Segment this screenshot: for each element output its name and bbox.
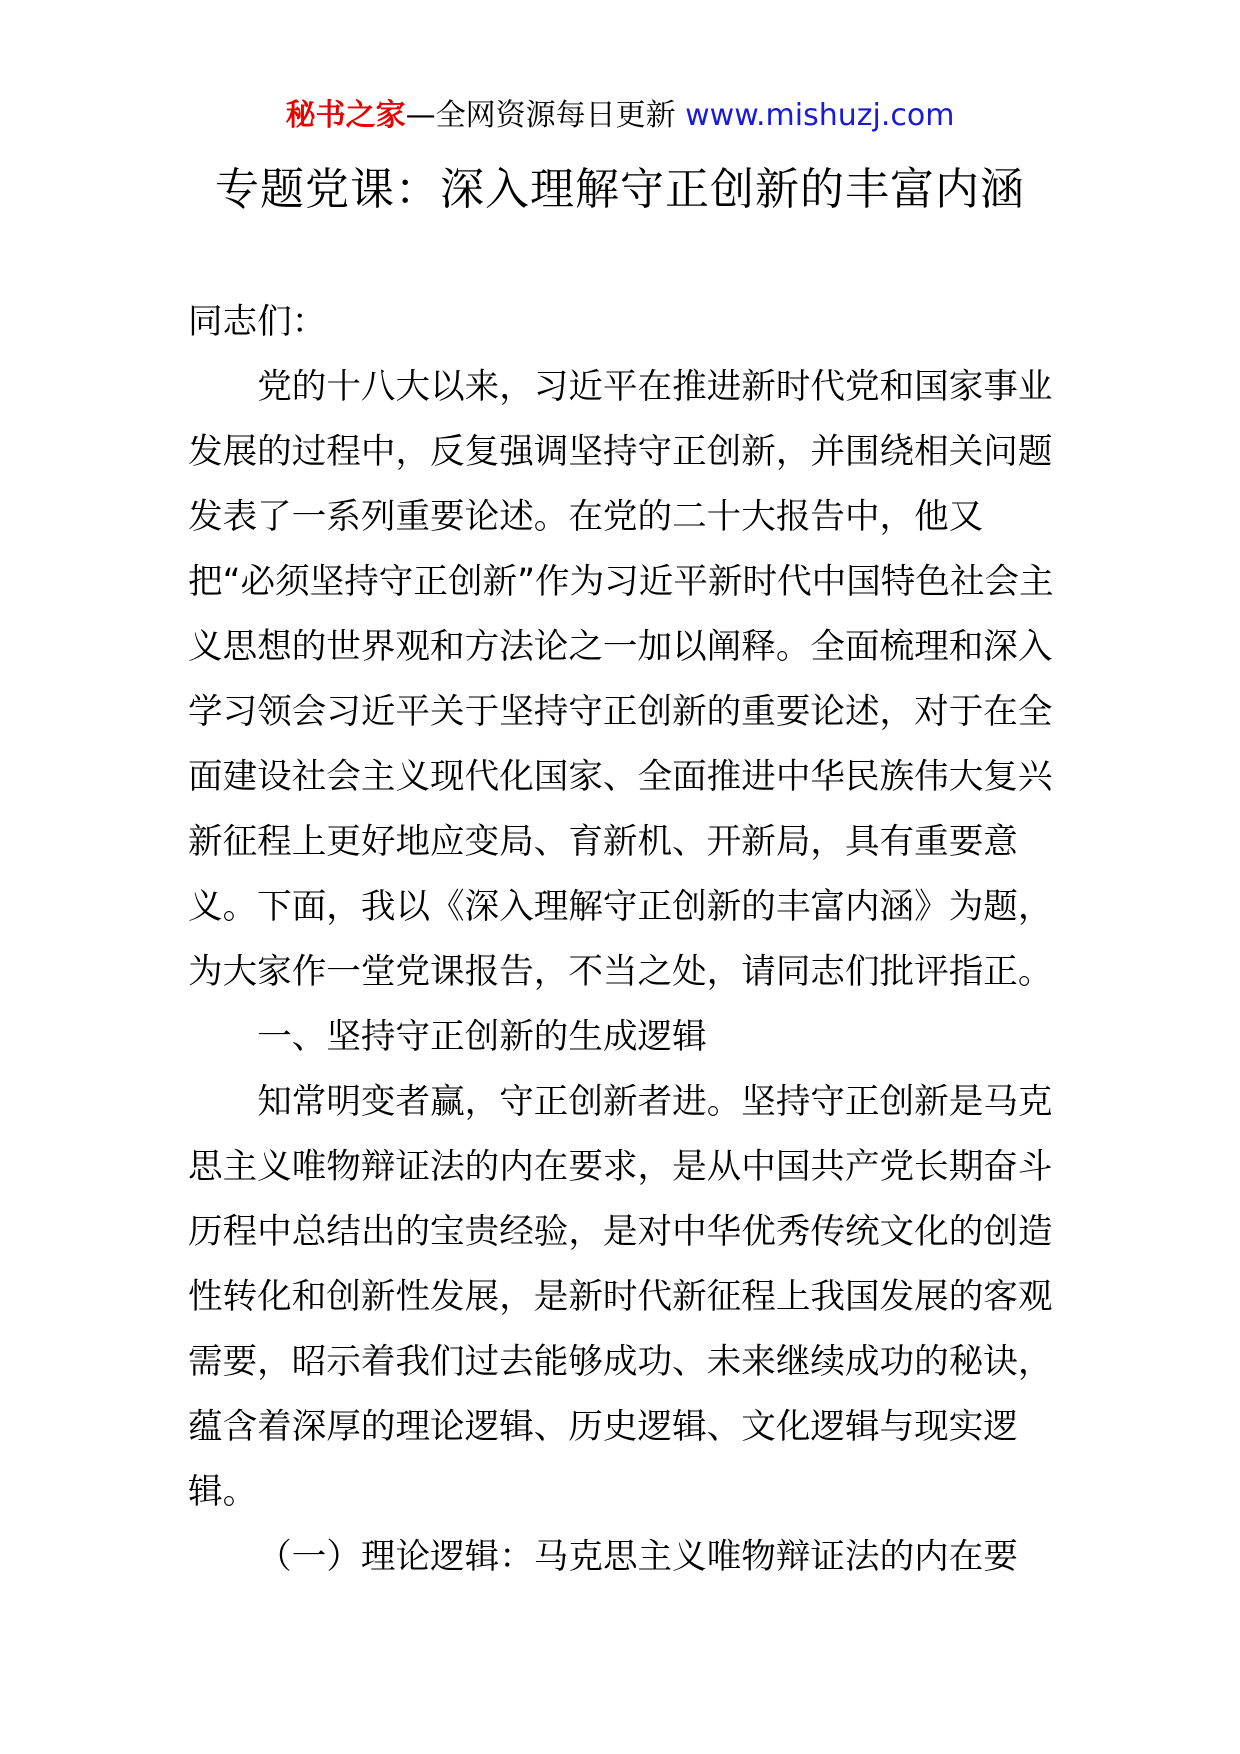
section-heading: 一、坚持守正创新的生成逻辑 (257, 1017, 707, 1057)
document-body (188, 290, 1054, 1590)
site-url-link[interactable]: www.mishuzj.com (685, 98, 955, 133)
site-header (0, 96, 1240, 136)
site-name: 秘书之家 (285, 98, 406, 133)
salutation: 同志们： (188, 302, 327, 342)
paragraph-intro: 党的十八大以来，习近平在推进新时代党和国家事业发展的过程中，反复强调坚持守正创新，并围绕相关问题发表了一系列重要论述。在党的二十大报告中，他又把“必须坚持守正创新”作为习近平新时代中国特色社会主义思想的世界观和方法论之一加以阐释。全面梳理和深入学习领会习近平关于坚持守正创新的重要论述，对于在全面建设社会主义现代化国家、全面推进中华民族伟大复兴新征程上更好地应变局、育新机、开新局，具有重要意义。下面，我以《深入理解守正创新的丰富内涵》为题，为大家作一堂党课报告，不当之处，请同志们批评指正。 (188, 367, 1054, 992)
paragraph-section-one: 知常明变者赢，守正创新者进。坚持守正创新是马克思主义唯物辩证法的内在要求，是从中国共产党长期奋斗历程中总结出的宝贵经验，是对中华优秀传统文化的创造性转化和创新性发展，是新时代新征程上我国发展的客观需要，昭示着我们过去能够成功、未来继续成功的秘诀，蕴含着深厚的理论逻辑、历史逻辑、文化逻辑与现实逻辑。 (188, 1082, 1053, 1512)
site-tagline: —全网资源每日更新 (405, 98, 686, 133)
subsection-heading: （一）理论逻辑：马克思主义唯物辩证法的内在要 (257, 1537, 1018, 1577)
document-title: 专题党课：深入理解守正创新的丰富内涵 (215, 164, 1025, 215)
